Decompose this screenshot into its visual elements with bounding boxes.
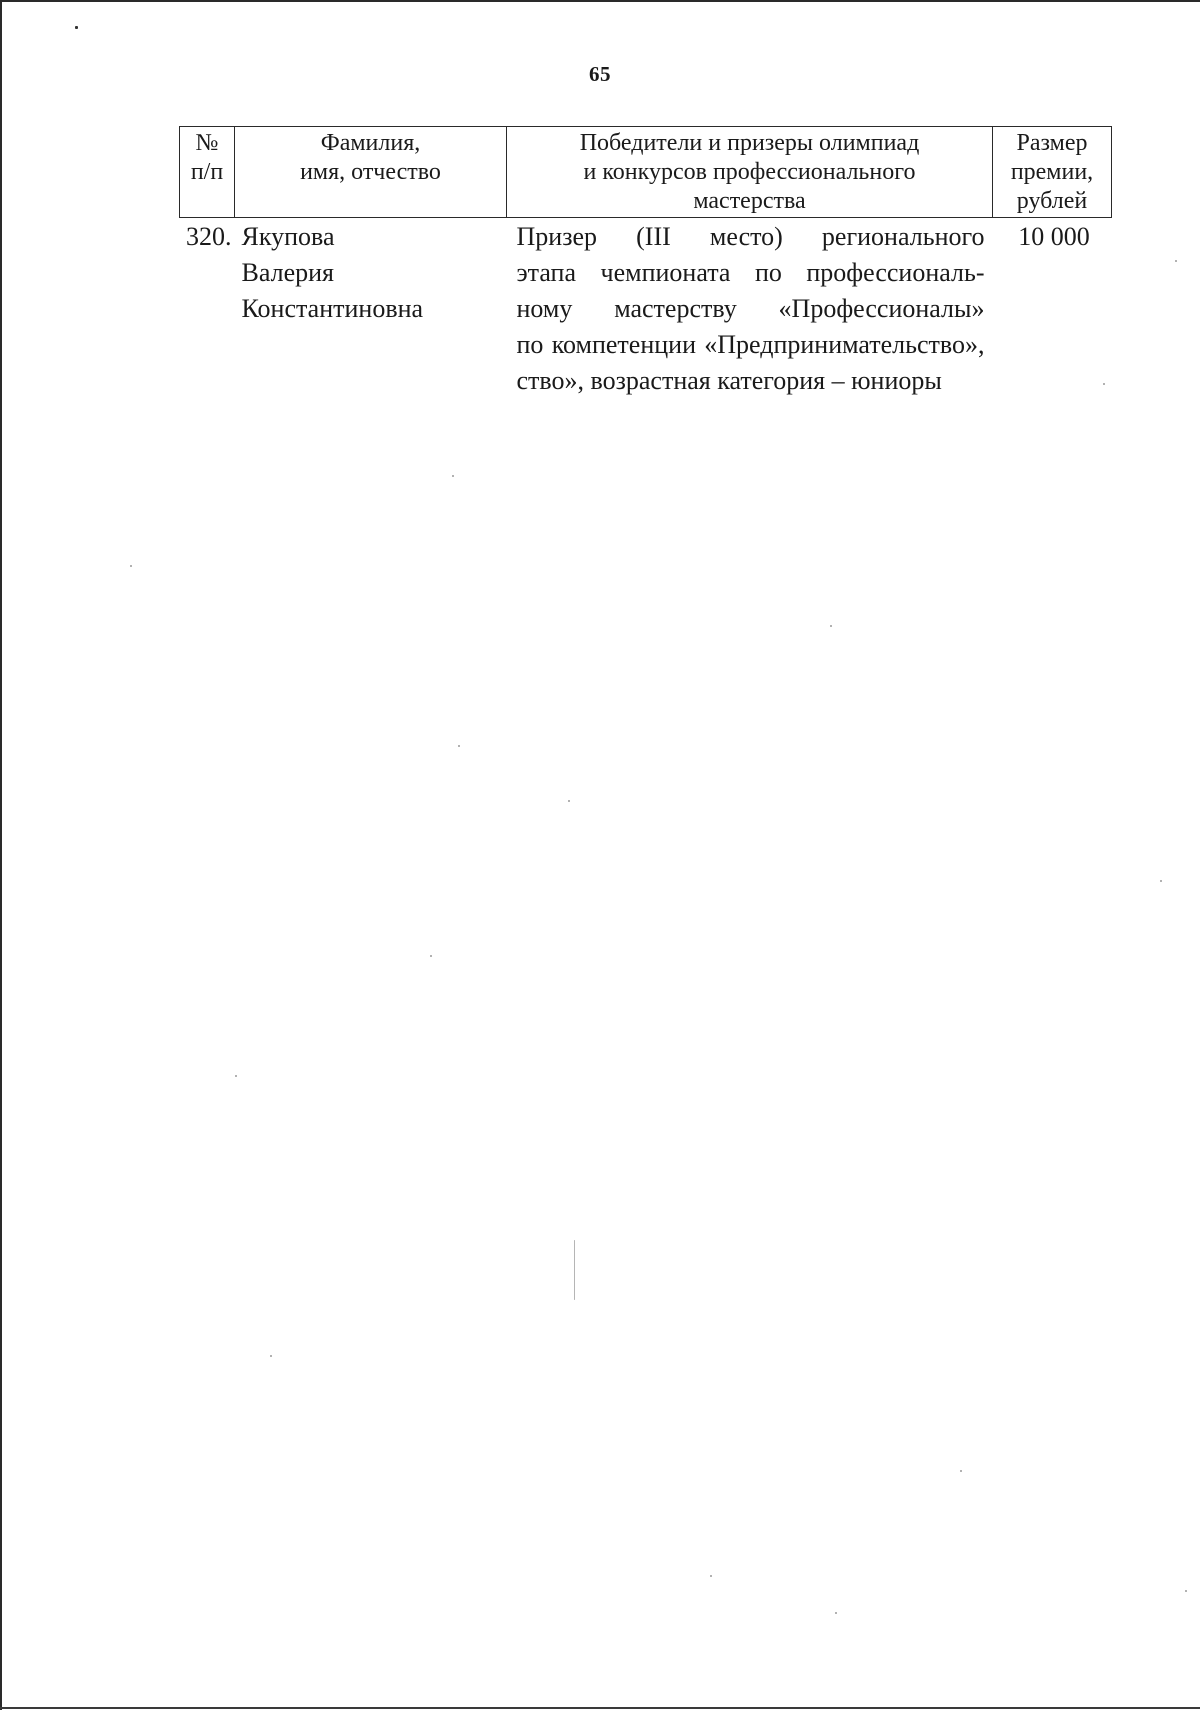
scan-edge-bottom (0, 1707, 1200, 1709)
header-name (235, 127, 507, 218)
scan-edge-left (0, 0, 2, 1710)
scan-speck (458, 745, 460, 747)
header-amount-line: премии, (1010, 159, 1094, 185)
page-number: 65 (589, 62, 611, 86)
scan-speck (710, 1575, 712, 1577)
scan-speck (1160, 880, 1162, 882)
scan-speck (1185, 1590, 1187, 1592)
scan-speck (1175, 260, 1177, 262)
scan-speck (960, 1470, 962, 1472)
header-amount (993, 127, 1112, 218)
header-number-line: № (195, 130, 219, 156)
description-line: ство», возрастная категория – юниоры (516, 366, 942, 395)
row-name (235, 218, 507, 400)
header-description-line: Победители и призеры олимпиад (579, 130, 920, 156)
header-name-line: имя, отчество (300, 159, 441, 185)
header-number (180, 127, 235, 218)
header-description-line: мастерства (693, 188, 806, 214)
awards-table (179, 126, 1112, 399)
scan-speck (1103, 383, 1105, 385)
scan-speck (568, 800, 570, 802)
row-amount: 10 000 (1018, 222, 1090, 251)
header-number-line: п/п (190, 159, 224, 185)
first-name: Валерия (241, 258, 334, 287)
scan-speck (452, 475, 454, 477)
scan-speck (835, 1612, 837, 1614)
row-number: 320. (186, 222, 232, 251)
scan-speck (75, 26, 78, 29)
surname: Якупова (241, 222, 335, 251)
scan-speck (130, 565, 132, 567)
header-amount-line: рублей (1016, 188, 1088, 214)
patronymic: Константиновна (241, 294, 424, 323)
description-line: этапа чемпионата по профессиональ- (516, 258, 985, 287)
header-amount-line: Размер (1016, 130, 1088, 156)
table-row (180, 218, 1112, 400)
scan-speck (235, 1075, 237, 1077)
header-description (507, 127, 993, 218)
table-header-row (180, 127, 1112, 218)
row-description (507, 218, 993, 400)
description-line: ному мастерству «Профессионалы» (516, 294, 985, 323)
description-line: Призер (III место) регионального (516, 222, 985, 251)
scan-edge-top (0, 0, 1200, 2)
scan-speck (270, 1355, 272, 1357)
scan-speck (574, 1240, 575, 1300)
scan-speck (830, 625, 832, 627)
header-description-line: и конкурсов профессионального (583, 159, 916, 185)
description-line: по компетенции «Предпринимательство», (516, 330, 985, 359)
header-name-line: Фамилия, (320, 130, 421, 156)
scan-speck (430, 955, 432, 957)
